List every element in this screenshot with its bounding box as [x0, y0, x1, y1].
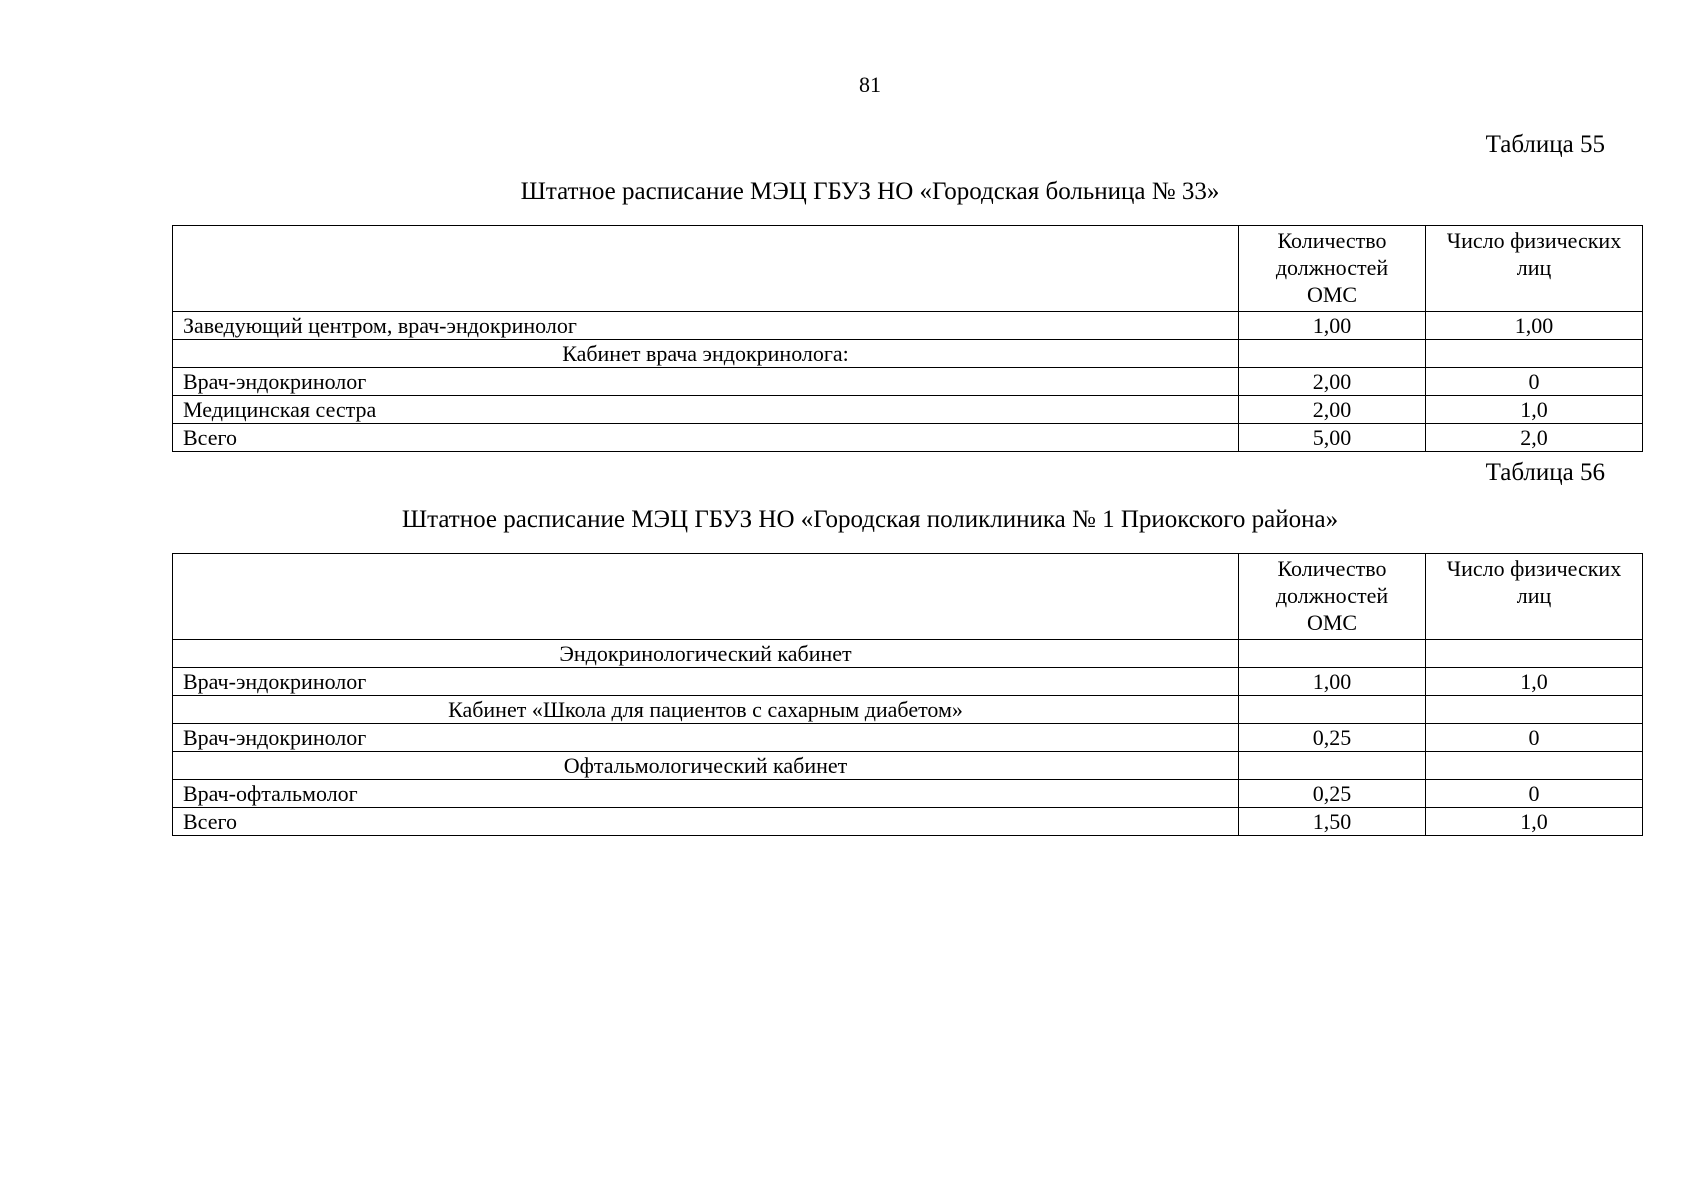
position-name: Врач-эндокринолог: [173, 368, 1239, 396]
section-name: Эндокринологический кабинет: [173, 640, 1239, 668]
positions-count: 1,00: [1239, 312, 1426, 340]
positions-count: 1,50: [1239, 808, 1426, 836]
header-cell: [173, 226, 1239, 312]
positions-count: [1239, 696, 1426, 724]
position-name: Медицинская сестра: [173, 396, 1239, 424]
header-cell: Количество должностей ОМС: [1239, 554, 1426, 640]
persons-count: 1,0: [1426, 396, 1643, 424]
section-name: Офтальмологический кабинет: [173, 752, 1239, 780]
staff-table: [172, 225, 1643, 452]
positions-count: 5,00: [1239, 424, 1426, 452]
position-name: Всего: [173, 424, 1239, 452]
position-name: Врач-эндокринолог: [173, 724, 1239, 752]
position-name: Всего: [173, 808, 1239, 836]
position-name: Врач-эндокринолог: [173, 668, 1239, 696]
persons-count: 1,00: [1426, 312, 1643, 340]
table-row: [173, 396, 1643, 424]
persons-count: 0: [1426, 368, 1643, 396]
page-number: 81: [859, 72, 881, 97]
header-cell: Число физических лиц: [1426, 554, 1643, 640]
positions-count: 1,00: [1239, 668, 1426, 696]
persons-count: [1426, 696, 1643, 724]
positions-count: [1239, 640, 1426, 668]
table-title: Штатное расписание МЭЦ ГБУЗ НО «Городская больница № 33»: [520, 178, 1220, 205]
section-name: Кабинет «Школа для пациентов с сахарным диабетом»: [173, 696, 1239, 724]
position-name: Заведующий центром, врач-эндокринолог: [173, 312, 1239, 340]
persons-count: 0: [1426, 724, 1643, 752]
table-header-row: [173, 226, 1643, 312]
persons-count: [1426, 752, 1643, 780]
persons-count: [1426, 340, 1643, 368]
table-section-row: [173, 696, 1643, 724]
header-cell: Количество должностей ОМС: [1239, 226, 1426, 312]
table-row: [173, 312, 1643, 340]
positions-count: 0,25: [1239, 780, 1426, 808]
table-row: [173, 724, 1643, 752]
table-section-row: [173, 752, 1643, 780]
persons-count: [1426, 640, 1643, 668]
positions-count: 2,00: [1239, 368, 1426, 396]
persons-count: 0: [1426, 780, 1643, 808]
table-section-row: [173, 640, 1643, 668]
positions-count: 0,25: [1239, 724, 1426, 752]
header-cell: Число физических лиц: [1426, 226, 1643, 312]
table-header-row: [173, 554, 1643, 640]
table-caption: Таблица 55: [1485, 131, 1605, 158]
positions-count: 2,00: [1239, 396, 1426, 424]
persons-count: 1,0: [1426, 808, 1643, 836]
table-total-row: [173, 424, 1643, 452]
positions-count: [1239, 752, 1426, 780]
table-title: Штатное расписание МЭЦ ГБУЗ НО «Городская поликлиника № 1 Приокского района»: [401, 506, 1339, 533]
section-name: Кабинет врача эндокринолога:: [173, 340, 1239, 368]
table-caption: Таблица 56: [1485, 459, 1605, 486]
position-name: Врач-офтальмолог: [173, 780, 1239, 808]
table-row: [173, 668, 1643, 696]
table-row: [173, 368, 1643, 396]
positions-count: [1239, 340, 1426, 368]
table-row: [173, 780, 1643, 808]
table-section-row: [173, 340, 1643, 368]
header-cell: [173, 554, 1239, 640]
table-total-row: [173, 808, 1643, 836]
persons-count: 2,0: [1426, 424, 1643, 452]
persons-count: 1,0: [1426, 668, 1643, 696]
staff-table: [172, 553, 1643, 836]
